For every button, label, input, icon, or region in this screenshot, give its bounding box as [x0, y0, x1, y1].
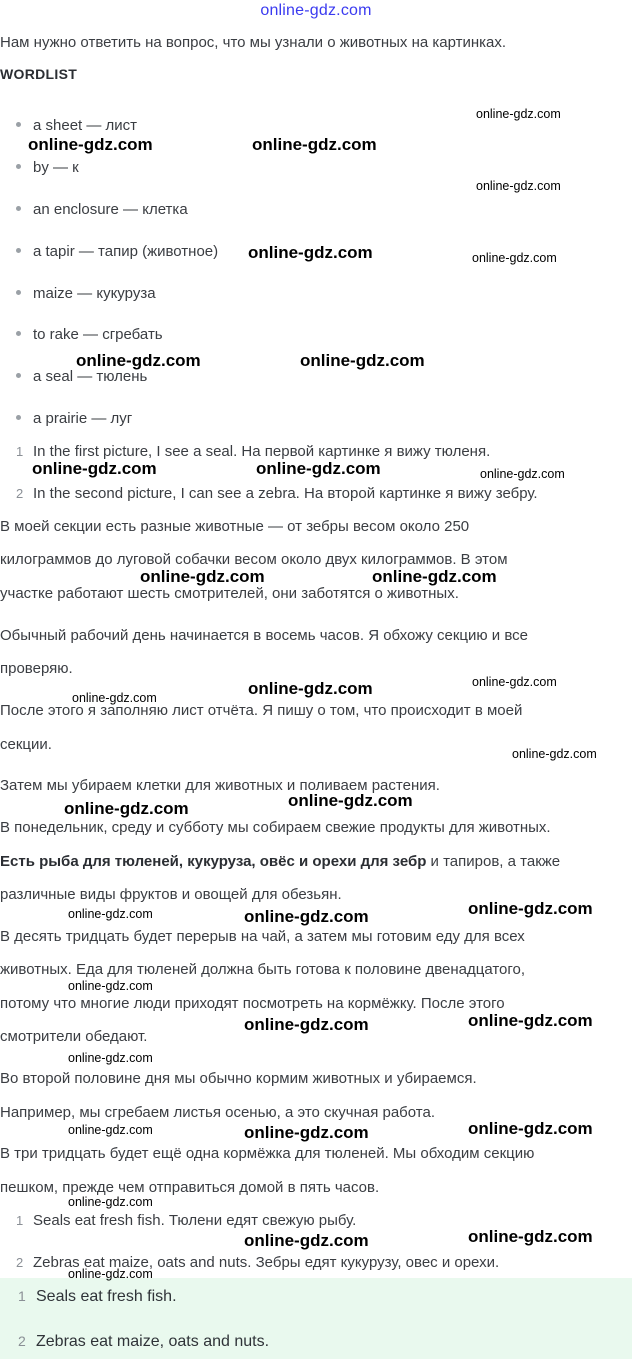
watermark: online-gdz.com: [248, 679, 373, 698]
paragraph-line: килограммов до луговой собачки весом около двух килограммов. В этом: [0, 551, 508, 568]
paragraph-line: В моей секции есть разные животные — от зебры весом около 250: [0, 518, 470, 535]
wordlist-heading: WORDLIST: [0, 66, 78, 82]
watermark: online-gdz.com: [68, 979, 153, 993]
watermark: online-gdz.com: [476, 179, 561, 193]
watermark: online-gdz.com: [68, 1051, 153, 1065]
watermark: online-gdz.com: [472, 675, 557, 689]
list-item: 1 In the first picture, I see a seal. На первой картинке я вижу тюленя.: [16, 443, 491, 460]
paragraph-line: животных. Еда для тюленей должна быть готова к половине двенадцатого,: [0, 961, 526, 978]
watermark: online-gdz.com: [244, 1015, 369, 1034]
watermark: online-gdz.com: [256, 459, 381, 478]
wordlist-item: a tapir — тапир (животное): [16, 243, 218, 260]
paragraph-line: смотрители обедают.: [0, 1028, 148, 1045]
bullet-icon: [16, 373, 21, 378]
watermark: online-gdz.com: [68, 907, 153, 921]
wordlist-item: a prairie — луг: [16, 410, 132, 427]
bullet-icon: [16, 206, 21, 211]
watermark: online-gdz.com: [244, 907, 369, 926]
wordlist-item: a sheet — лист: [16, 117, 137, 134]
bullet-icon: [16, 415, 21, 420]
watermark: online-gdz.com: [468, 1011, 593, 1030]
paragraph-line: Затем мы убираем клетки для животных и поливаем растения.: [0, 777, 440, 794]
watermark: online-gdz.com: [68, 1195, 153, 1209]
list-item: 2 In the second picture, I can see a zebra. На второй картинке я вижу зебру.: [16, 485, 538, 502]
watermark: online-gdz.com: [300, 351, 425, 370]
paragraph-line: участке работают шесть смотрителей, они заботятся о животных.: [0, 585, 459, 602]
paragraph-line: Например, мы сгребаем листья осенью, а это скучная работа.: [0, 1104, 435, 1121]
watermark: online-gdz.com: [140, 567, 265, 586]
watermark: online-gdz.com: [468, 1119, 593, 1138]
intro-text: Нам нужно ответить на вопрос, что мы узнали о животных на картинках.: [0, 34, 507, 51]
watermark: online-gdz.com: [28, 135, 153, 154]
paragraph-line: Есть рыба для тюленей, кукуруза, овёс и орехи для зебр и тапиров, а также: [0, 853, 561, 870]
watermark: online-gdz.com: [288, 791, 413, 810]
watermark: online-gdz.com: [476, 107, 561, 121]
wordlist-item: an enclosure — клетка: [16, 201, 188, 218]
bold-text: Есть рыба для тюленей, кукуруза, овёс и орехи для зебр: [0, 853, 427, 870]
list-item: 1 Seals eat fresh fish. Тюлени едят свежую рыбу.: [16, 1212, 357, 1229]
watermark: online-gdz.com: [480, 467, 565, 481]
bullet-icon: [16, 248, 21, 253]
paragraph-line: пешком, прежде чем отправиться домой в пять часов.: [0, 1179, 380, 1196]
bullet-icon: [16, 331, 21, 336]
paragraph-line: После этого я заполняю лист отчёта. Я пишу о том, что происходит в моей: [0, 702, 523, 719]
answer-item: 2 Zebras eat maize, oats and nuts.: [18, 1333, 270, 1350]
bullet-icon: [16, 164, 21, 169]
paragraph-line: В десять тридцать будет перерыв на чай, а затем мы готовим еду для всех: [0, 928, 525, 945]
paragraph-line: Во второй половине дня мы обычно кормим животных и убираемся.: [0, 1070, 477, 1087]
paragraph-line: В три тридцать будет ещё одна кормёжка для тюленей. Мы обходим секцию: [0, 1145, 535, 1162]
watermark: online-gdz.com: [72, 691, 157, 705]
watermark: online-gdz.com: [244, 1231, 369, 1250]
wordlist-item: maize — кукуруза: [16, 285, 156, 302]
paragraph-line: секции.: [0, 736, 52, 753]
watermark: online-gdz.com: [252, 135, 377, 154]
wordlist-item: a seal — тюлень: [16, 368, 147, 385]
watermark: online-gdz.com: [68, 1267, 153, 1281]
watermark: online-gdz.com: [68, 1123, 153, 1137]
paragraph-line: различные виды фруктов и овощей для обезьян.: [0, 886, 342, 903]
bullet-icon: [16, 122, 21, 127]
watermark: online-gdz.com: [468, 1227, 593, 1246]
paragraph-line: проверяю.: [0, 660, 73, 677]
paragraph-line: потому что многие люди приходят посмотреть на кормёжку. После этого: [0, 995, 505, 1012]
wordlist-item: to rake — сгребать: [16, 326, 163, 343]
watermark: online-gdz.com: [64, 799, 189, 818]
list-item: 2 Zebras eat maize, oats and nuts. Зебры едят кукурузу, овес и орехи.: [16, 1254, 500, 1271]
watermark: online-gdz.com: [512, 747, 597, 761]
site-link[interactable]: online-gdz.com: [260, 2, 372, 19]
watermark: online-gdz.com: [244, 1123, 369, 1142]
paragraph-line: Обычный рабочий день начинается в восемь часов. Я обхожу секцию и все: [0, 627, 528, 644]
paragraph-line: В понедельник, среду и субботу мы собираем свежие продукты для животных.: [0, 819, 551, 836]
answer-item: 1 Seals eat fresh fish.: [18, 1288, 177, 1305]
watermark: online-gdz.com: [76, 351, 201, 370]
wordlist-item: by — к: [16, 159, 79, 176]
watermark: online-gdz.com: [468, 899, 593, 918]
watermark: online-gdz.com: [32, 459, 157, 478]
watermark: online-gdz.com: [248, 243, 373, 262]
watermark: online-gdz.com: [472, 251, 557, 265]
bullet-icon: [16, 290, 21, 295]
watermark: online-gdz.com: [372, 567, 497, 586]
